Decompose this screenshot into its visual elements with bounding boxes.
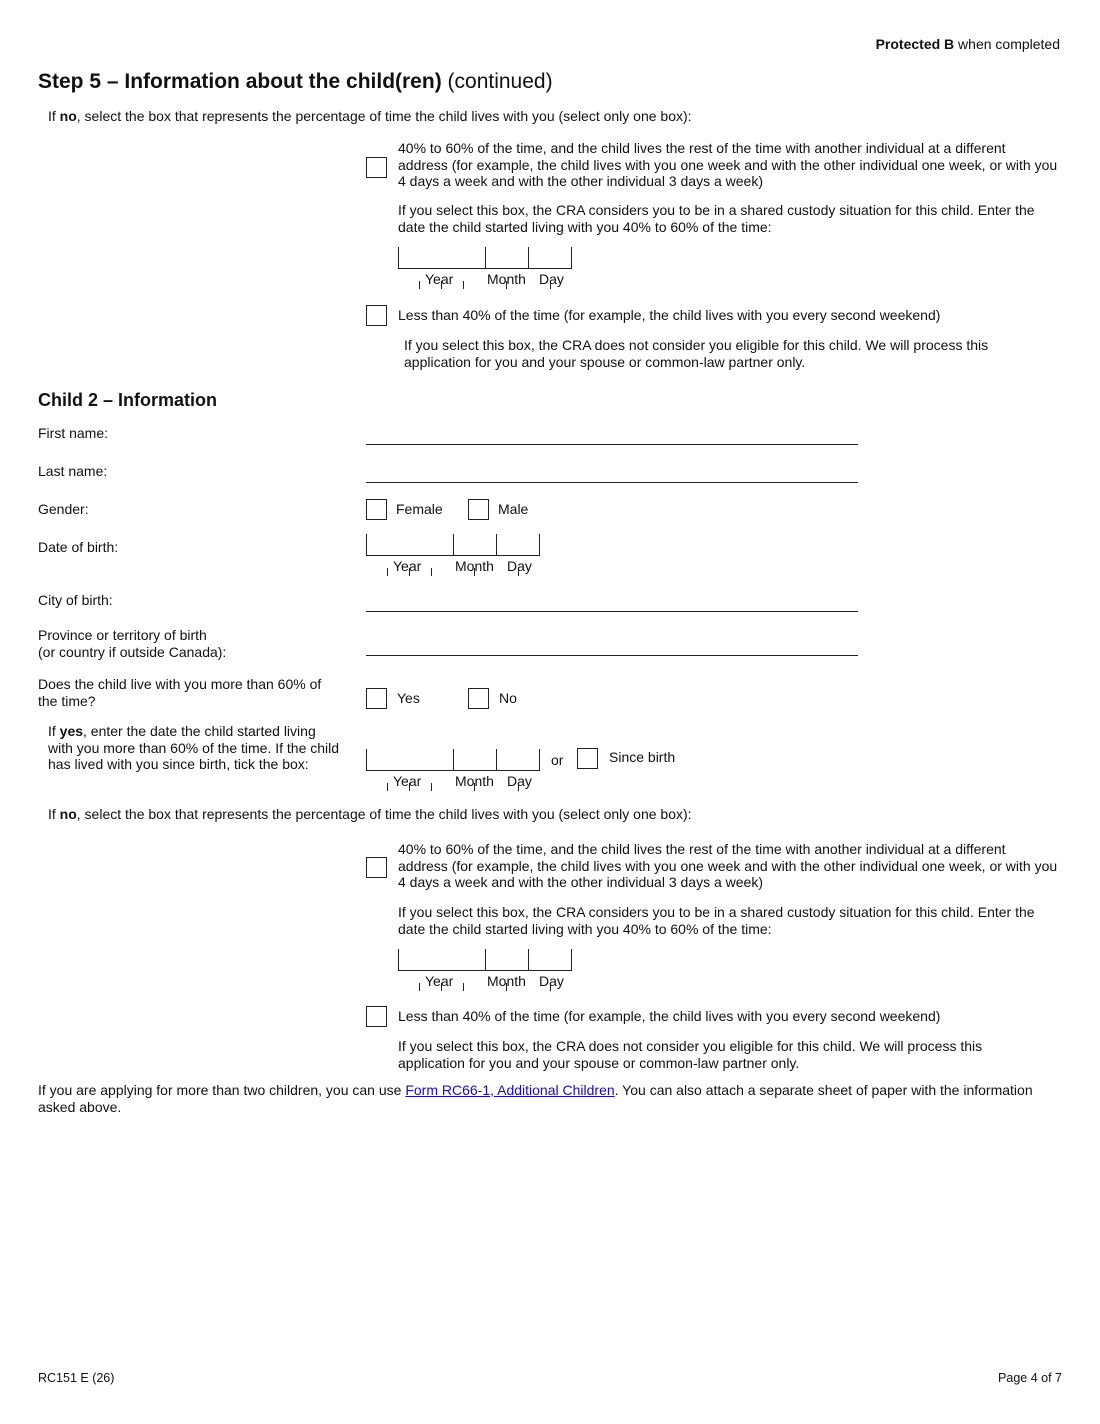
less-than-40-checkbox-1[interactable] — [366, 305, 387, 326]
last-name-label: Last name: — [38, 463, 108, 479]
last-name-field[interactable] — [366, 482, 858, 483]
city-field[interactable] — [366, 611, 858, 612]
custody-intro-2: If no, select the box that represents the percentage of time the child lives with you (select only one box): — [48, 806, 692, 822]
shared-custody-checkbox-2[interactable] — [366, 857, 387, 878]
date-day-label: Day — [539, 973, 564, 989]
lives-no-label: No — [499, 690, 517, 706]
date-month-label: Month — [487, 271, 526, 287]
city-label: City of birth: — [38, 592, 113, 608]
shared-custody-option-2: 40% to 60% of the time, and the child lives the rest of the time with another individual at a different address (for example, the child lives with you one week and with the other individual one week, or with you 4 days a week and with the other individual 3 days a week) — [398, 841, 1058, 890]
date-day-label: Day — [507, 773, 532, 789]
shared-custody-date-1[interactable] — [398, 247, 573, 289]
lives-with-you-question: Does the child live with you more than 60% of the time? — [38, 676, 322, 709]
since-birth-label: Since birth — [609, 749, 676, 765]
since-birth-checkbox[interactable] — [577, 748, 598, 769]
date-year-label: Year — [425, 271, 454, 287]
less-than-40-checkbox-2[interactable] — [366, 1006, 387, 1027]
protected-b-notice: Protected B when completed — [875, 36, 1060, 52]
first-name-field[interactable] — [366, 444, 858, 445]
date-year-label: Year — [425, 973, 454, 989]
date-month-label: Month — [487, 973, 526, 989]
dob-date-field[interactable] — [366, 534, 541, 576]
lives-since-date-field[interactable] — [366, 749, 541, 791]
more-children-note: If you are applying for more than two children, you can use Form RC66-1, Additional Children. You can also attach a separate sheet of paper with the information asked above. — [38, 1082, 1033, 1115]
male-label: Male — [498, 501, 529, 517]
form-rc66-1-link[interactable]: Form RC66-1, Additional Children — [405, 1082, 615, 1098]
shared-custody-note-1: If you select this box, the CRA considers you to be in a shared custody situation for this child. Enter the date the child started living with you 40% to 60% of the time: — [398, 202, 1035, 235]
first-name-label: First name: — [38, 425, 109, 441]
province-field[interactable] — [366, 655, 858, 656]
date-year-label: Year — [393, 558, 422, 574]
female-checkbox[interactable] — [366, 499, 387, 520]
form-code: RC151 E (26) — [38, 1371, 115, 1385]
if-yes-instructions: If yes, enter the date the child started living with you more than 60% of the time. If the child has lived with you since birth, tick the box: — [48, 723, 340, 772]
province-label: Province or territory of birth (or country if outside Canada): — [38, 627, 227, 660]
date-month-label: Month — [455, 773, 494, 789]
shared-custody-checkbox-1[interactable] — [366, 157, 387, 178]
less-than-40-note-1: If you select this box, the CRA does not consider you eligible for this child. We will process this application for you and your spouse or common-law partner only. — [404, 337, 989, 370]
lives-yes-checkbox[interactable] — [366, 688, 387, 709]
lives-yes-label: Yes — [397, 690, 420, 706]
date-month-label: Month — [455, 558, 494, 574]
less-than-40-option-1: Less than 40% of the time (for example, the child lives with you every second weekend) — [398, 307, 941, 323]
shared-custody-date-2[interactable] — [398, 949, 573, 991]
date-day-label: Day — [507, 558, 532, 574]
female-label: Female — [396, 501, 443, 517]
male-checkbox[interactable] — [468, 499, 489, 520]
less-than-40-option-2: Less than 40% of the time (for example, the child lives with you every second weekend) — [398, 1008, 941, 1024]
lives-no-checkbox[interactable] — [468, 688, 489, 709]
dob-label: Date of birth: — [38, 539, 119, 555]
gender-label: Gender: — [38, 501, 89, 517]
or-label: or — [551, 752, 564, 768]
shared-custody-note-2: If you select this box, the CRA considers you to be in a shared custody situation for this child. Enter the date the child started living with you 40% to 60% of the time: — [398, 904, 1035, 937]
child-2-title: Child 2 – Information — [38, 390, 218, 410]
shared-custody-option-1: 40% to 60% of the time, and the child lives the rest of the time with another individual at a different address (for example, the child lives with you one week and with the other individual one week, or with you 4 days a week and with the other individual 3 days a week) — [398, 140, 1058, 189]
page-number: Page 4 of 7 — [998, 1371, 1062, 1385]
less-than-40-note-2: If you select this box, the CRA does not consider you eligible for this child. We will process this application for you and your spouse or common-law partner only. — [398, 1038, 983, 1071]
date-day-label: Day — [539, 271, 564, 287]
step-5-title: Step 5 – Information about the child(ren) (continued) — [38, 70, 553, 93]
custody-intro-1: If no, select the box that represents the percentage of time the child lives with you (select only one box): — [48, 108, 692, 124]
date-year-label: Year — [393, 773, 422, 789]
